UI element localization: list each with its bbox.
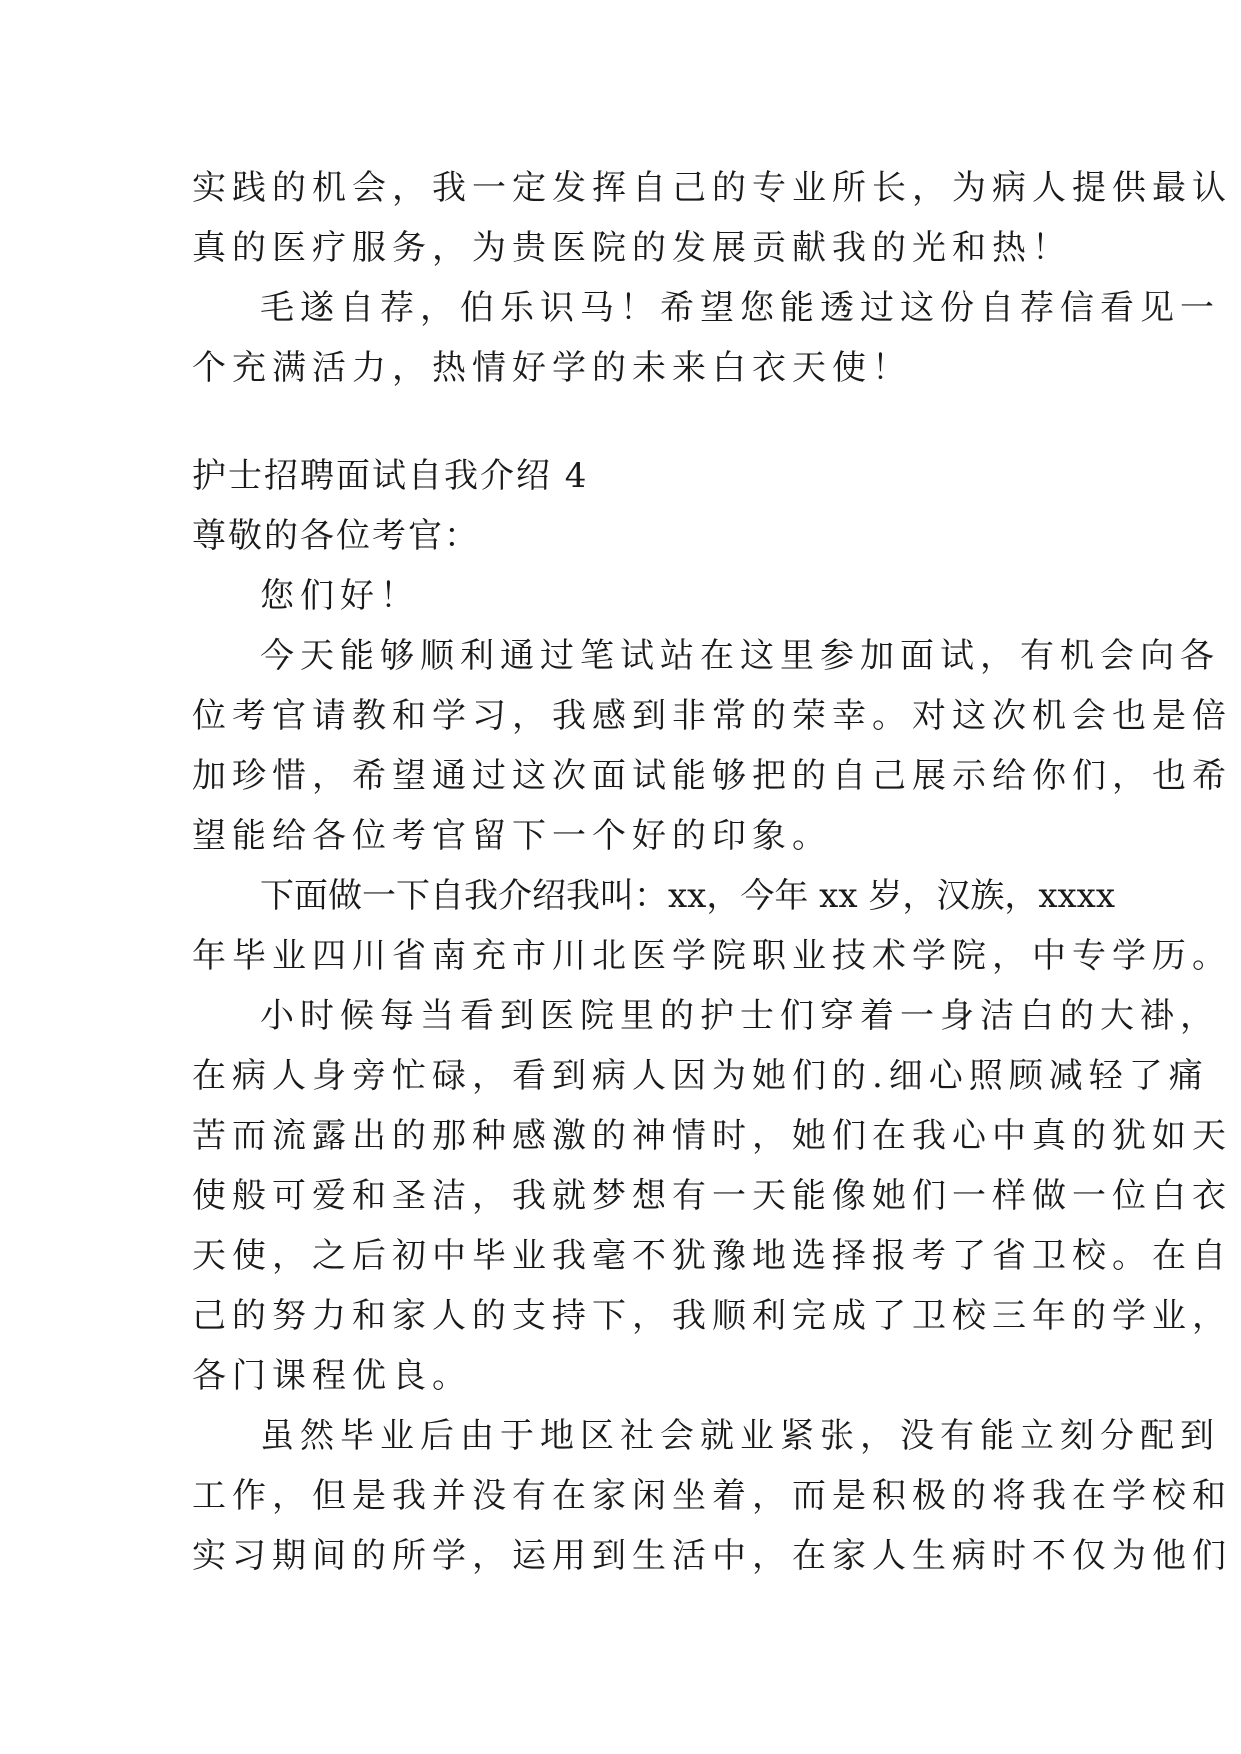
paragraph-line: 各门课程优良。 — [192, 1356, 472, 1396]
paragraph-line: 望能给各位考官留下一个好的印象。 — [192, 816, 832, 856]
paragraph-line: 年毕业四川省南充市川北医学院职业技术学院，中专学历。 — [192, 936, 1232, 976]
paragraph-line: 个充满活力，热情好学的未来白衣天使！ — [192, 348, 912, 388]
paragraph-line: 实习期间的所学，运用到生活中，在家人生病时不仅为他们 — [192, 1536, 1232, 1576]
paragraph-line: 虽然毕业后由于地区社会就业紧张，没有能立刻分配到 — [260, 1416, 1220, 1456]
paragraph-line: 工作，但是我并没有在家闲坐着，而是积极的将我在学校和 — [192, 1476, 1232, 1516]
paragraph-line: 实践的机会，我一定发挥自己的专业所长，为病人提供最认 — [192, 168, 1232, 208]
paragraph-line: 位考官请教和学习，我感到非常的荣幸。对这次机会也是倍 — [192, 696, 1232, 736]
paragraph-line: 加珍惜，希望通过这次面试能够把的自己展示给你们，也希 — [192, 756, 1232, 796]
salutation: 尊敬的各位考官： — [192, 516, 480, 556]
greeting: 您们好！ — [260, 576, 420, 616]
paragraph-line: 小时候每当看到医院里的护士们穿着一身洁白的大褂， — [260, 996, 1220, 1036]
paragraph-line: 使般可爱和圣洁，我就梦想有一天能像她们一样做一位白衣 — [192, 1176, 1232, 1216]
paragraph-line: 下面做一下自我介绍我叫：xx，今年 xx 岁，汉族，xxxx — [260, 876, 1116, 916]
paragraph-line: 今天能够顺利通过笔试站在这里参加面试，有机会向各 — [260, 636, 1220, 676]
paragraph-line: 在病人身旁忙碌，看到病人因为她们的.细心照顾减轻了痛 — [192, 1056, 1209, 1096]
document-body — [192, 158, 1232, 1586]
paragraph-line: 天使，之后初中毕业我毫不犹豫地选择报考了省卫校。在自 — [192, 1236, 1232, 1276]
paragraph-line: 真的医疗服务，为贵医院的发展贡献我的光和热！ — [192, 228, 1072, 268]
paragraph-line: 苦而流露出的那种感激的神情时，她们在我心中真的犹如天 — [192, 1116, 1232, 1156]
paragraph-line: 己的努力和家人的支持下，我顺利完成了卫校三年的学业， — [192, 1296, 1232, 1336]
section-title: 护士招聘面试自我介绍 4 — [192, 456, 589, 496]
paragraph-line: 毛遂自荐，伯乐识马！希望您能透过这份自荐信看见一 — [260, 288, 1220, 328]
